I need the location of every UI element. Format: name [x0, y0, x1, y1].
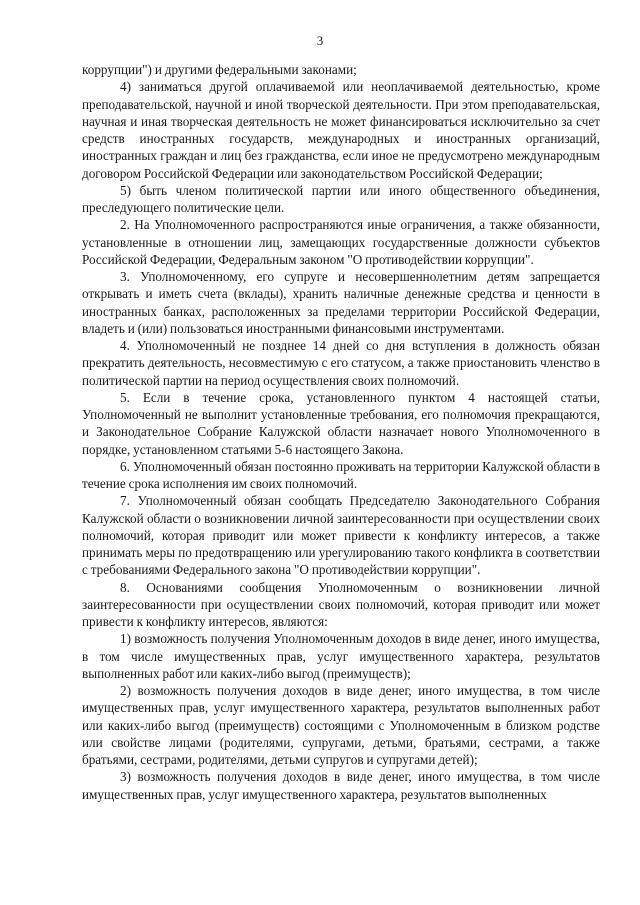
paragraph-section-4: 4. Уполномоченный не позднее 14 дней со дня вступления в должность обязан прекратить деятельность, несовместимую с его статусом, а также приостановить членство в политической партии на период осуществления своих полномочий.: [82, 338, 600, 388]
paragraph-subitem-3: 3) возможность получения доходов в виде денег, иного имущества, в том числе имущественных прав, услуг имущественного характера, результатов выполненных: [82, 769, 600, 802]
paragraph-subitem-1: 1) возможность получения Уполномоченным доходов в виде денег, иного имущества, в том числе имущественных прав, услуг имущественного характера, результатов выполненных работ или каких-либо выгод (преимуществ);: [82, 631, 600, 681]
paragraph-section-6: 6. Уполномоченный обязан постоянно проживать на территории Калужской области в течение срока исполнения им своих полномочий.: [82, 458, 600, 491]
paragraph-section-5: 5. Если в течение срока, установленного пунктом 4 настоящей статьи, Уполномоченный не выполнит установленные требования, его полномочия прекращаются, и Законодательное Собрание Калужской области назначает нового Уполномоченного в порядке, установленном статьями 5-6 настоящего Закона.: [82, 389, 600, 457]
document-body: [82, 61, 600, 803]
paragraph-item-5: 5) быть членом политической партии или иного общественного объединения, преследующего политические цели.: [82, 182, 600, 215]
paragraph-section-3: 3. Уполномоченному, его супруге и несовершеннолетним детям запрещается открывать и иметь счета (вклады), хранить наличные денежные средства и ценности в иностранных банках, расположенных за пределами территории Российской Федерации, владеть и (или) пользоваться иностранными финансовыми инструментами.: [82, 269, 600, 336]
paragraph-item-4: 4) заниматься другой оплачиваемой или неоплачиваемой деятельностью, кроме преподавательской, научной и иной творческой деятельности. При этом преподавательская, научная и иная творческая деятельность не может финансироваться исключительно за счет средств иностранных государств, международных и иностранных организаций, иностранных граждан и лиц без гражданства, если иное не предусмотрено международным договором Российской Федерации или законодательством Российской Федерации;: [82, 79, 600, 181]
page-number: 3: [316, 33, 324, 48]
paragraph-section-8: 8. Основаниями сообщения Уполномоченным о возникновении личной заинтересованности при осуществлении своих полномочий, которая приводит или может привести к конфликту интересов, являются:: [82, 579, 600, 629]
paragraph-section-2: 2. На Уполномоченного распространяются иные ограничения, а также обязанности, установленные в отношении лиц, замещающих государственные должности субъектов Российской Федерации, Федеральным законом "О противодействии коррупции".: [82, 217, 600, 267]
paragraph-section-7: 7. Уполномоченный обязан сообщать Председателю Законодательного Собрания Калужской области о возникновении личной заинтересованности при осуществлении своих полномочий, которая приводит или может привести к конфликту интересов, а также принимать меры по предотвращению или урегулированию такого конфликта в соответствии с требованиями Федерального закона "О противодействии коррупции".: [82, 493, 600, 578]
paragraph-subitem-2: 2) возможность получения доходов в виде денег, иного имущества, в том числе имущественных прав, услуг имущественного характера, результатов выполненных работ или каких-либо выгод (преимуществ) состоящими с Уполномоченным в близком родстве или свойстве лицами (родителями, супругами, детьми, братьями, сестрами, а также братьями, сестрами, родителями, детьми супругов и супругами детей);: [82, 683, 600, 767]
paragraph-continuation: коррупции") и другими федеральными законами;: [82, 62, 357, 77]
